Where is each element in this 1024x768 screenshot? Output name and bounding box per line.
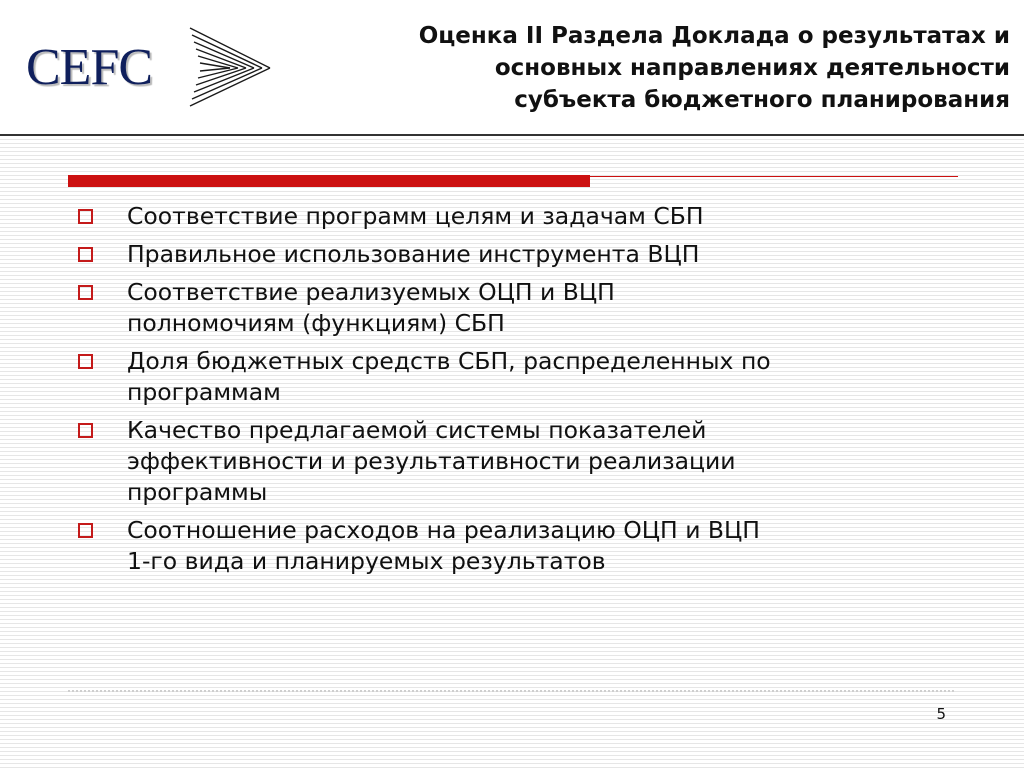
hollow-square-bullet-icon xyxy=(78,354,93,369)
bullet-item xyxy=(76,415,956,508)
bullet-line: Качество предлагаемой системы показателей xyxy=(127,416,707,444)
hollow-square-bullet-icon xyxy=(78,523,93,538)
bullet-item xyxy=(76,239,956,270)
bullet-list xyxy=(76,201,956,584)
bullet-item xyxy=(76,515,956,577)
hollow-square-bullet-icon xyxy=(78,209,93,224)
bullet-line: Соответствие программ целям и задачам СБП xyxy=(127,202,704,230)
title-line: Оценка II Раздела Доклада о результатах и xyxy=(418,23,1010,49)
bullet-line: Соотношение расходов на реализацию ОЦП и ВЦП xyxy=(127,516,760,544)
cefc-logo: CEFC xyxy=(26,39,153,96)
bullet-item xyxy=(76,346,956,408)
bullet-line: Правильное использование инструмента ВЦП xyxy=(127,240,700,268)
header xyxy=(0,0,1024,135)
red-accent-bar xyxy=(68,175,590,187)
title-divider xyxy=(0,134,1024,136)
bullet-line: эффективности и результативности реализации xyxy=(127,447,736,475)
bullet-line: Доля бюджетных средств СБП, распределенных по xyxy=(127,347,771,375)
hollow-square-bullet-icon xyxy=(78,423,93,438)
title-line: субъекта бюджетного планирования xyxy=(514,87,1010,113)
footer-divider xyxy=(68,690,956,692)
bullet-line: программам xyxy=(127,378,281,406)
bullet-item xyxy=(76,277,956,339)
bullet-line: Соответствие реализуемых ОЦП и ВЦП xyxy=(127,278,615,306)
hollow-square-bullet-icon xyxy=(78,285,93,300)
red-accent-line xyxy=(590,176,958,177)
bullet-line: полномочиям (функциям) СБП xyxy=(127,309,505,337)
slide-title xyxy=(250,20,1010,116)
bullet-line: 1-го вида и планируемых результатов xyxy=(127,547,606,575)
bullet-item xyxy=(76,201,956,232)
title-line: основных направлениях деятельности xyxy=(494,55,1010,81)
page-number: 5 xyxy=(936,705,946,723)
hollow-square-bullet-icon xyxy=(78,247,93,262)
bullet-line: программы xyxy=(127,478,268,506)
